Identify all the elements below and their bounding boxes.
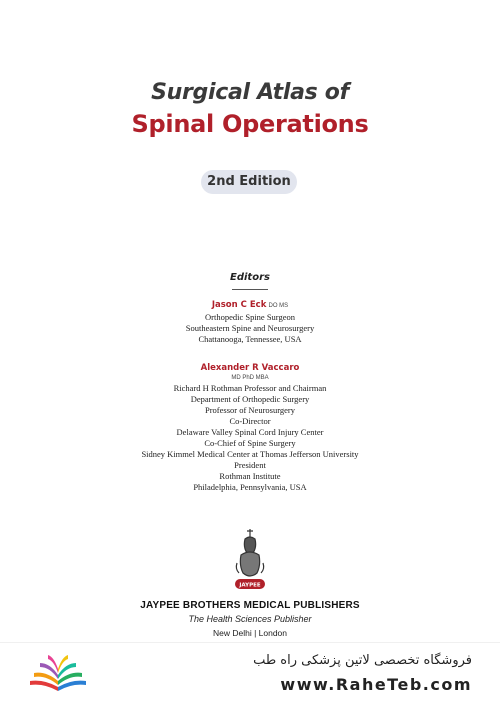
footer-url[interactable]: www.RaheTeb.com: [280, 675, 472, 694]
editor-1-degrees: DO MS: [268, 303, 289, 309]
editors-heading: Editors: [230, 272, 270, 283]
publisher-tagline: The Health Sciences Publisher: [188, 614, 312, 624]
editor-2-degrees: MD PhD MBA: [231, 375, 269, 381]
editor-1-affiliation: Orthopedic Spine Surgeon: [204, 312, 296, 322]
edition-badge: 2nd Edition: [201, 170, 297, 194]
logo-wordmark: JAYPEE: [239, 582, 261, 589]
editor-2-affiliation: Rothman Institute: [219, 471, 281, 481]
editor-1-name-line: [0, 299, 500, 312]
open-book-logo-icon: [26, 651, 90, 695]
book-title-line2: Spinal Operations: [131, 110, 369, 138]
publisher-cities: New Delhi | London: [212, 628, 288, 638]
editor-2-affiliation: Richard H Rothman Professor and Chairman: [173, 383, 327, 393]
editor-1-block: [0, 299, 500, 345]
footer-persian-text: فروشگاه تخصصی لاتین پزشکی راه طب: [253, 653, 472, 668]
editor-2-affiliation: Philadelphia, Pennsylvania, USA: [193, 482, 307, 492]
editor-2-affiliation: President: [234, 460, 266, 470]
editor-1-name: Jason C Eck: [211, 300, 267, 310]
editor-2-block: [0, 363, 500, 493]
editor-2-affiliation: Sidney Kimmel Medical Center at Thomas Jefferson University: [141, 449, 359, 459]
editors-divider: [232, 289, 268, 290]
editor-2-affiliation: Delaware Valley Spinal Cord Injury Center: [176, 427, 324, 437]
editor-2-affiliation: Professor of Neurosurgery: [204, 405, 296, 415]
book-title-line1: Surgical Atlas of: [151, 80, 349, 105]
editor-2-name: Alexander R Vaccaro: [200, 363, 300, 373]
editor-2-affiliation: Department of Orthopedic Surgery: [190, 394, 310, 404]
publisher-name: JAYPEE BROTHERS MEDICAL PUBLISHERS: [140, 600, 360, 611]
editor-1-affiliation: Southeastern Spine and Neurosurgery: [185, 323, 315, 333]
watermark-footer: [0, 642, 500, 701]
jaypee-logo: [227, 525, 273, 595]
editor-2-affiliation: Co-Director: [229, 416, 271, 426]
editor-1-affiliation: Chattanooga, Tennessee, USA: [198, 334, 302, 344]
editor-2-affiliation: Co-Chief of Spine Surgery: [204, 438, 296, 448]
